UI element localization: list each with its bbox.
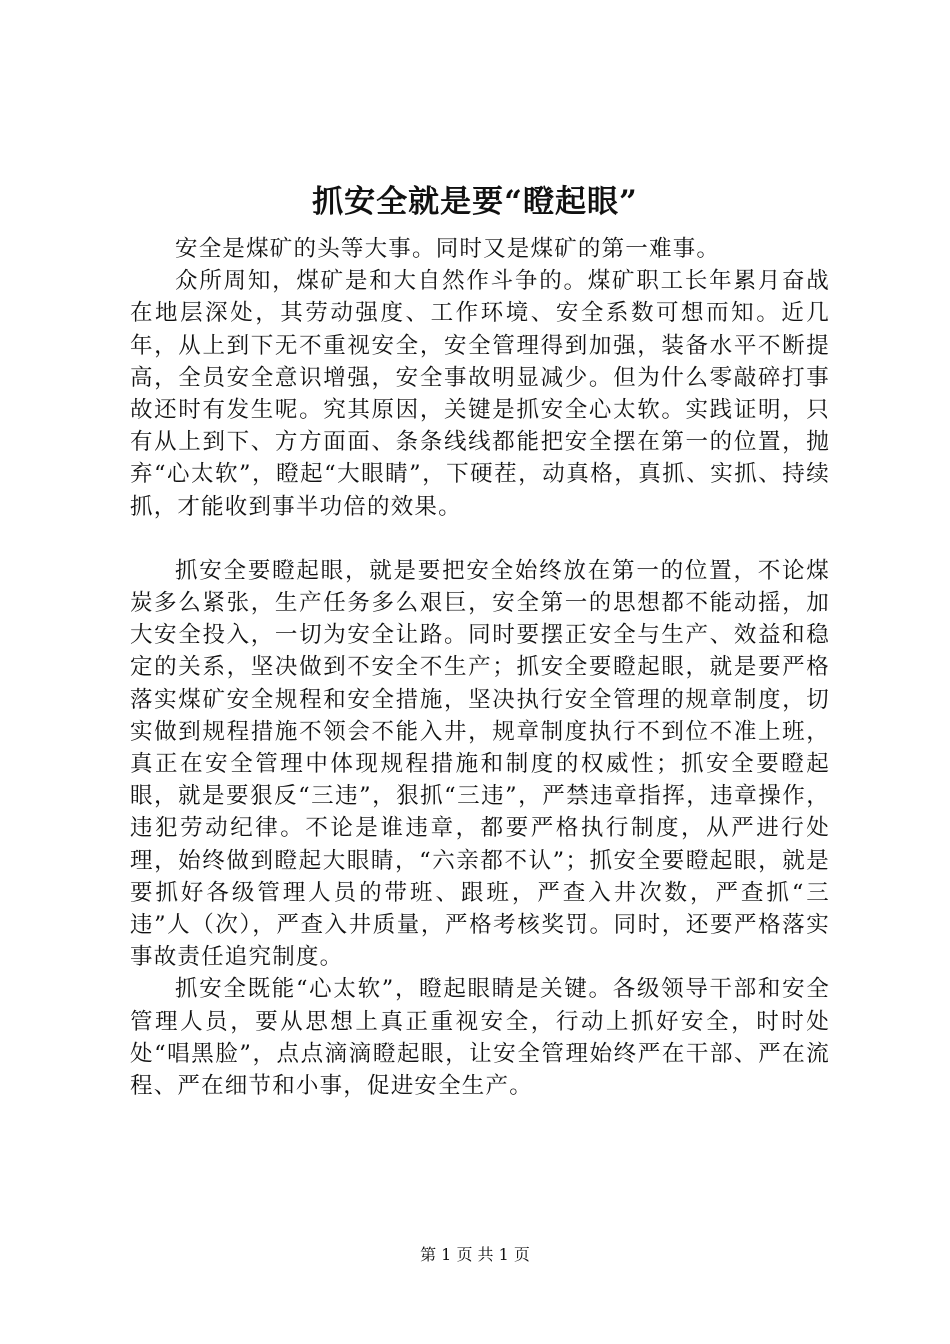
paragraph-background: 众所周知，煤矿是和大自然作斗争的。煤矿职工长年累月奋战在地层深处，其劳动强度、工作环境、安全系数可想而知。近几年，从上到下无不重视安全，安全管理得到加强，装备水平不断提高，全员安全意识增强，安全事故明显减少。但为什么零敲碎打事故还时有发生呢。究其原因，关键是抓安全心太软。实践证明，只有从上到下、方方面面、条条线线都能把安全摆在第一的位置，抛弃“心太软”，瞪起“大眼睛”，下硬茬，动真格，真抓、实抓、持续抓，才能收到事半功倍的效果。 bbox=[130, 268, 830, 520]
page-number-footer: 第 1 页 共 1 页 bbox=[420, 1245, 530, 1264]
paragraph-intro: 安全是煤矿的头等大事。同时又是煤矿的第一难事。 bbox=[175, 236, 721, 262]
document-title: 抓安全就是要“瞪起眼” bbox=[312, 184, 638, 220]
document-body bbox=[130, 233, 830, 1102]
paragraph-conclusion: 抓安全既能“心太软”，瞪起眼睛是关键。各级领导干部和安全管理人员，要从思想上真正重视安全，行动上抓好安全，时时处处“唱黑脸”，点点滴滴瞪起眼，让安全管理始终严在干部、严在流程、严在细节和小事，促进安全生产。 bbox=[130, 976, 830, 1100]
paragraph-measures: 抓安全要瞪起眼，就是要把安全始终放在第一的位置，不论煤炭多么紧张，生产任务多么艰巨，安全第一的思想都不能动摇，加大安全投入，一切为安全让路。同时要摆正安全与生产、效益和稳定的关系，坚决做到不安全不生产；抓安全要瞪起眼，就是要严格落实煤矿安全规程和安全措施，坚决执行安全管理的规章制度，切实做到规程措施不领会不能入井，规章制度执行不到位不准上班，真正在安全管理中体现规程措施和制度的权威性；抓安全要瞪起眼，就是要狠反“三违”，狠抓“三违”，严禁违章指挥，违章操作，违犯劳动纪律。不论是谁违章，都要严格执行制度，从严进行处理，始终做到瞪起大眼睛，“六亲都不认”；抓安全要瞪起眼，就是要抓好各级管理人员的带班、跟班，严查入井次数，严查抓“三违”人（次），严查入井质量，严格考核奖罚。同时，还要严格落实事故责任追究制度。 bbox=[130, 557, 830, 971]
